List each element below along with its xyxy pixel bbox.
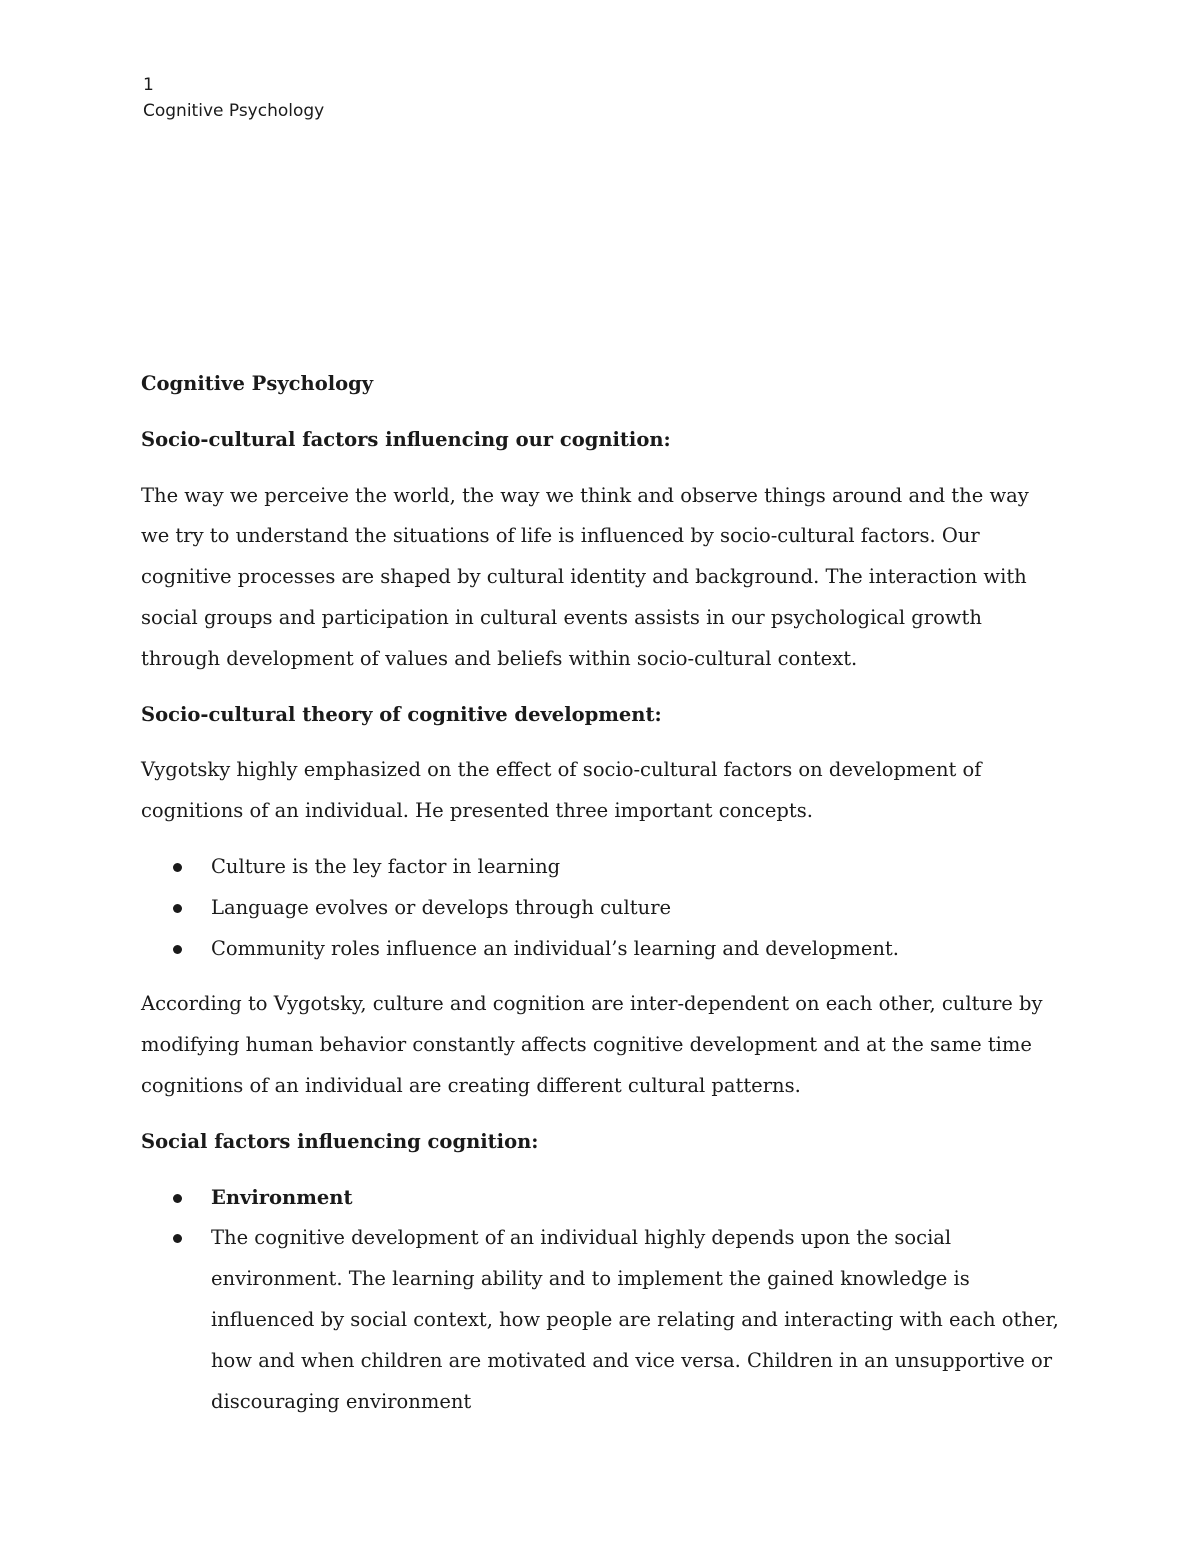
document-body <box>141 364 1061 1437</box>
bullet-icon <box>173 1234 182 1243</box>
section-heading-sociocultural-factors: Socio-cultural factors influencing our cognition: <box>141 427 671 451</box>
social-factors-bullet-list <box>141 1178 1061 1423</box>
list-item-text: Culture is the ley factor in learning <box>211 854 561 878</box>
document-title: Cognitive Psychology <box>141 372 374 395</box>
bullet-icon <box>173 863 182 872</box>
paragraph-sociocultural-factors: The way we perceive the world, the way we think and observe things around and the way we try to understand the situations of life is influenced by socio-cultural factors. Our cognitive processes are shaped by cultural identity and background. The interaction with social groups and participation in cultural events assists in our psychological growth through development of values and beliefs within socio-cultural context. <box>141 483 1029 670</box>
list-item-text: Language evolves or develops through culture <box>211 895 672 919</box>
bullet-icon <box>173 945 182 954</box>
section-heading-social-factors: Social factors influencing cognition: <box>141 1129 539 1153</box>
list-item <box>141 1178 1061 1219</box>
page-number: 1 <box>143 75 154 95</box>
running-title: Cognitive Psychology <box>143 101 325 121</box>
list-item-text: The cognitive development of an individual highly depends upon the social environment. The learning ability and to implement the gained knowledge is influenced by social context, how people are relating and interacting with each other, how and when children are motivated and vice versa. Children in an unsupportive or discouraging environment <box>211 1226 1059 1413</box>
concepts-bullet-list <box>141 847 1061 969</box>
section-heading-sociocultural-theory: Socio-cultural theory of cognitive development: <box>141 702 662 726</box>
bullet-icon <box>173 1194 182 1203</box>
list-item-text: Community roles influence an individual’s learning and development. <box>211 936 899 960</box>
running-header <box>143 72 324 124</box>
list-item <box>141 929 1061 970</box>
bullet-icon <box>173 904 182 913</box>
paragraph-vygotsky-closing: According to Vygotsky, culture and cognition are inter-dependent on each other, culture by modifying human behavior constantly affects cognitive development and at the same time cognitions of an individual are creating different cultural patterns. <box>141 992 1043 1097</box>
list-item <box>141 888 1061 929</box>
paragraph-vygotsky-intro: Vygotsky highly emphasized on the effect of socio-cultural factors on development of cognitions of an individual. He presented three important concepts. <box>141 758 982 823</box>
list-item <box>141 847 1061 888</box>
list-item-text: Environment <box>211 1185 353 1209</box>
list-item <box>141 1218 1061 1422</box>
